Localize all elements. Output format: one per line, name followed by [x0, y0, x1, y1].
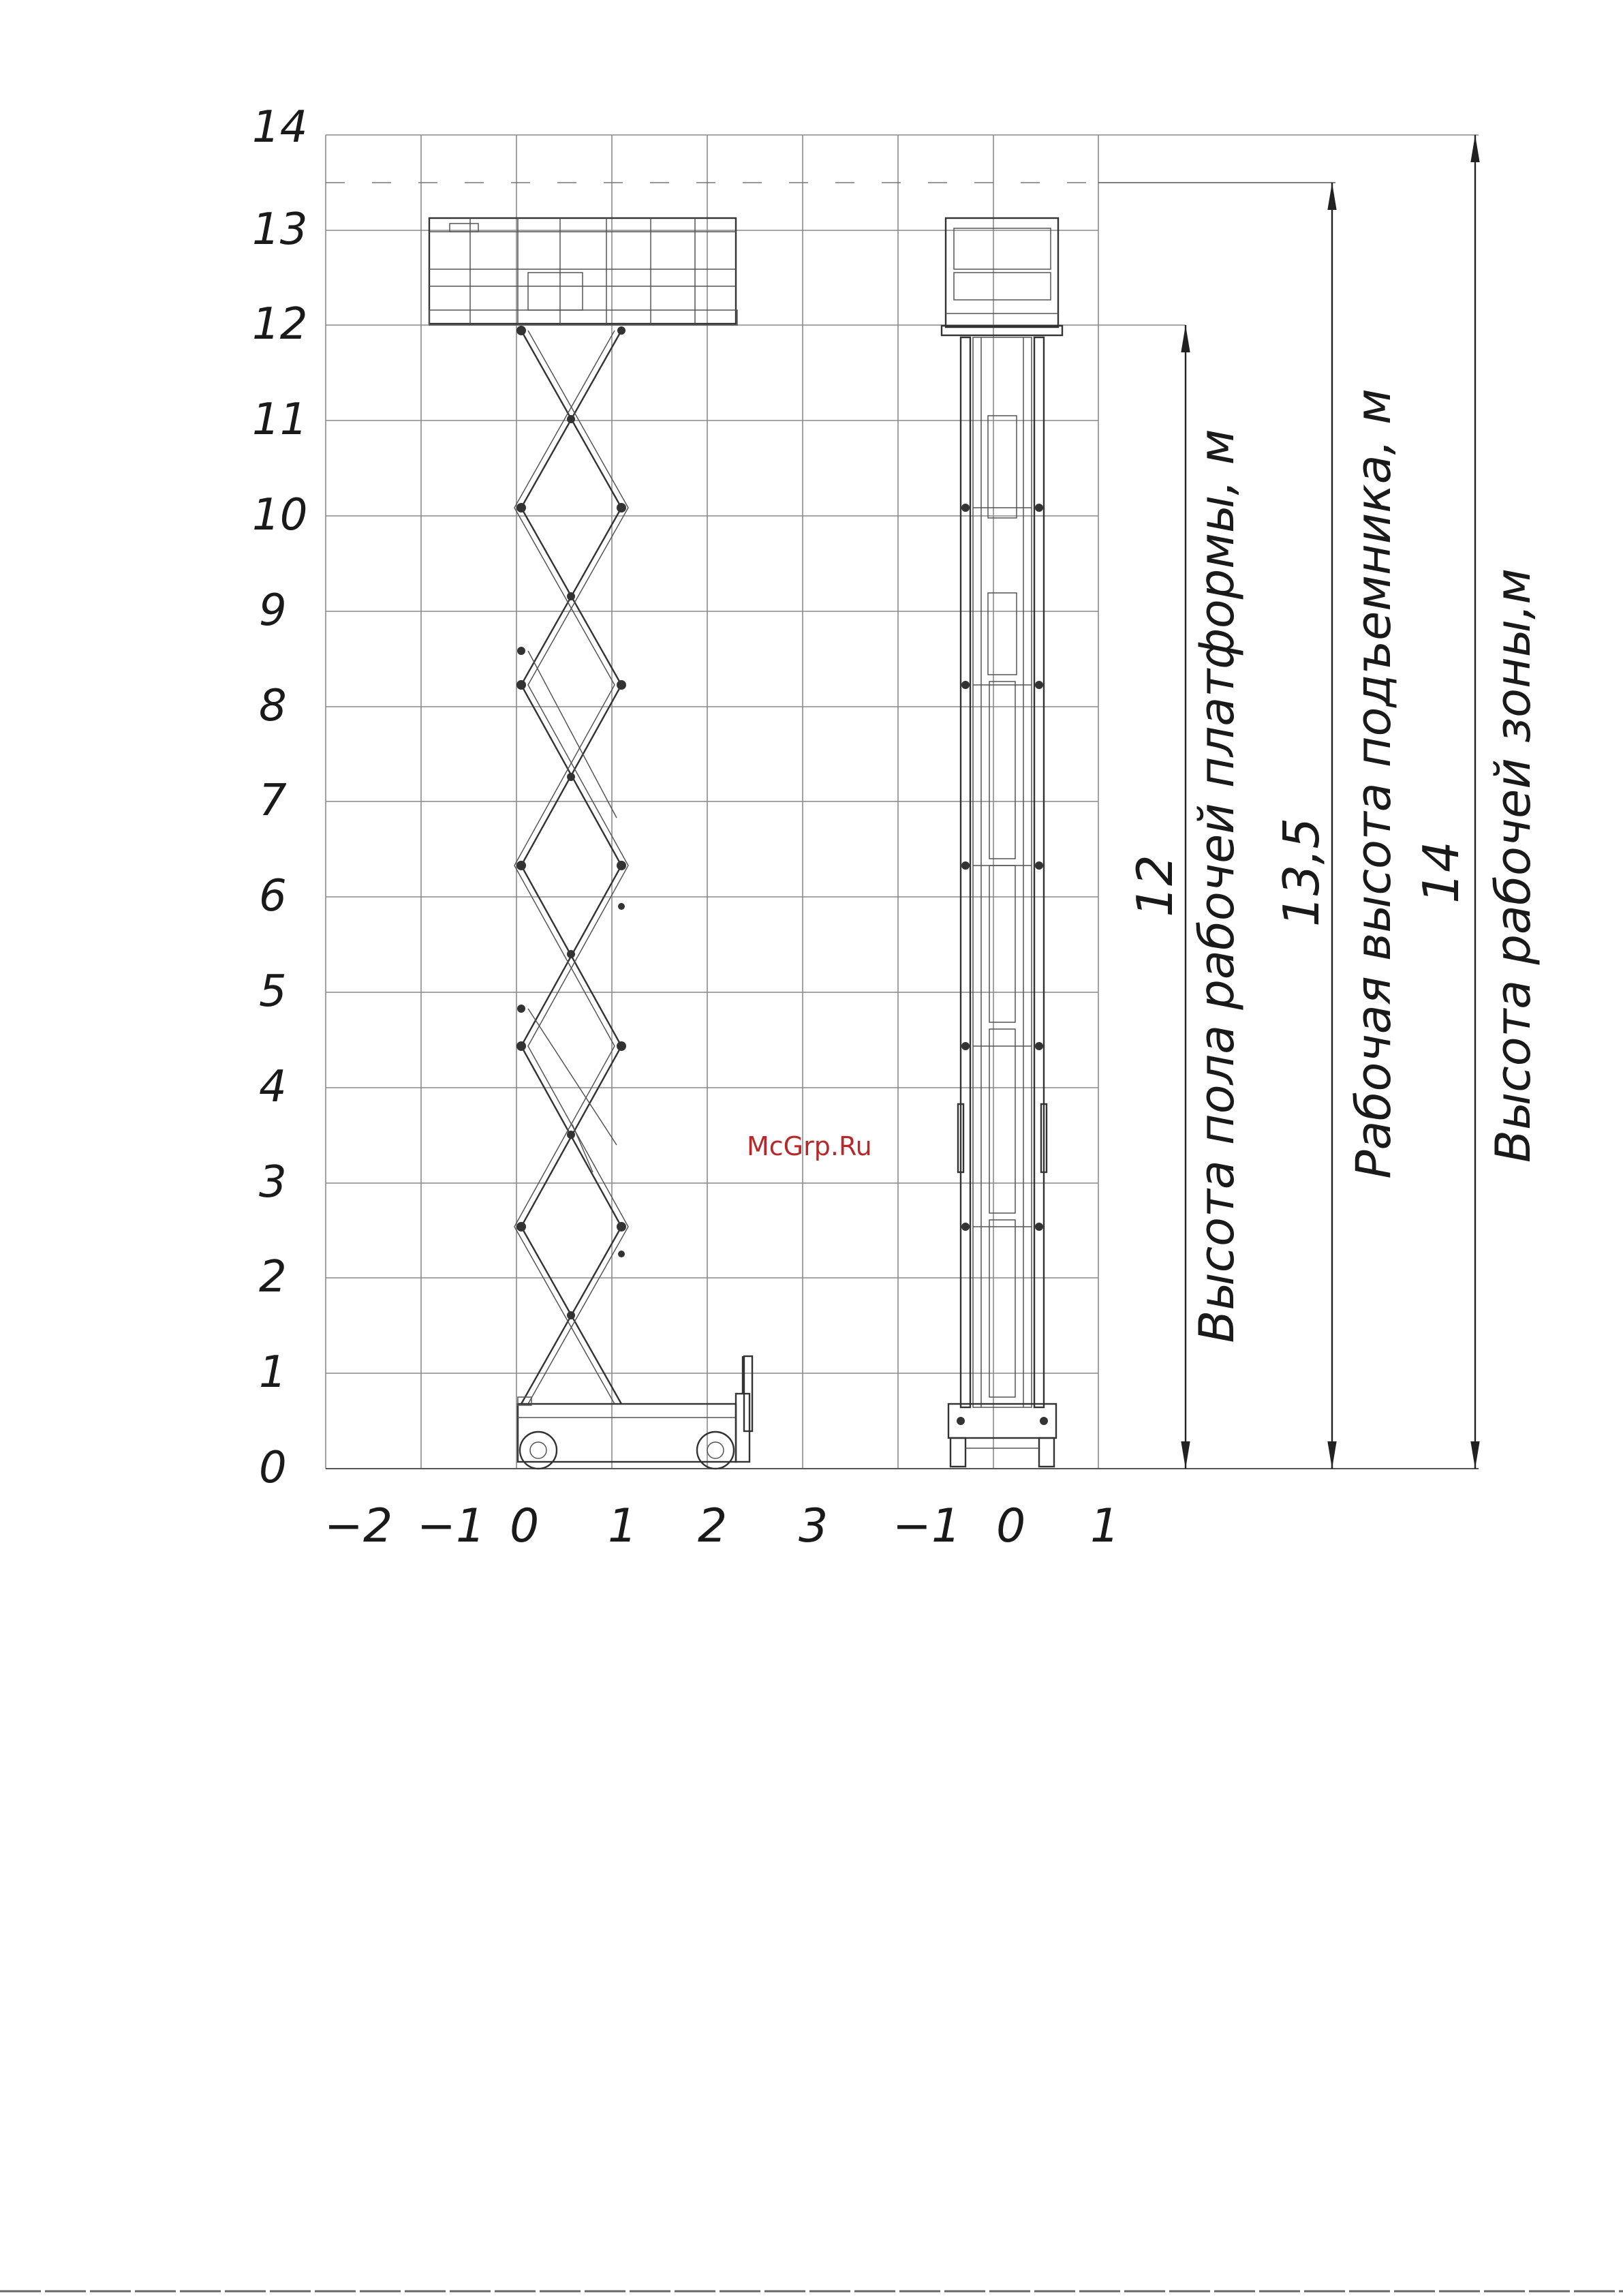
front-joints [961, 504, 1043, 1231]
x-label-front: 1 [1090, 1499, 1120, 1553]
y-label: 12 [252, 299, 308, 350]
x-label-front: −1 [893, 1499, 961, 1553]
y-label: 2 [259, 1252, 287, 1302]
dimension-texts [1126, 388, 1541, 1343]
y-label: 1 [259, 1347, 287, 1398]
x-label-side: 3 [799, 1499, 829, 1553]
x-label-side: −2 [324, 1499, 393, 1553]
dim-value-14: 14 [1412, 841, 1470, 904]
y-label: 10 [252, 490, 308, 540]
watermark-text: McGrp.Ru [747, 1131, 872, 1161]
y-label: 8 [259, 681, 287, 731]
y-label: 7 [259, 776, 287, 826]
front-platform [942, 218, 1062, 335]
y-axis-labels [252, 102, 307, 1493]
y-label: 9 [259, 585, 287, 636]
y-label: 4 [259, 1062, 287, 1112]
y-label: 14 [252, 102, 308, 153]
dim-caption-13-5: Рабочая высота подъемника, м [1346, 388, 1402, 1179]
front-scissor-stack [958, 337, 1047, 1407]
grid [326, 135, 1479, 1469]
y-label: 6 [259, 871, 287, 921]
dim-caption-14: Высота рабочей зоны,м [1485, 568, 1541, 1163]
y-label: 0 [259, 1443, 287, 1493]
x-label-side: 0 [510, 1499, 540, 1553]
y-label: 11 [252, 395, 308, 445]
x-label-side: 1 [608, 1499, 638, 1553]
dim-value-13-5: 13,5 [1273, 817, 1330, 928]
x-label-front: 0 [996, 1499, 1026, 1553]
y-label: 5 [259, 966, 287, 1017]
front-chassis [948, 1404, 1056, 1467]
y-label: 13 [252, 204, 308, 255]
x-label-side: −1 [417, 1499, 486, 1553]
front-view-lift [942, 218, 1062, 1467]
x-axis-labels [324, 1499, 1119, 1553]
side-platform [429, 218, 737, 325]
side-view-lift [429, 218, 752, 1469]
side-scissor-stack [514, 331, 628, 1404]
y-label: 3 [259, 1157, 287, 1208]
dim-value-12: 12 [1126, 855, 1184, 917]
dim-caption-12: Высота пола рабочей платформы, м [1189, 429, 1245, 1343]
x-label-side: 2 [698, 1499, 728, 1553]
